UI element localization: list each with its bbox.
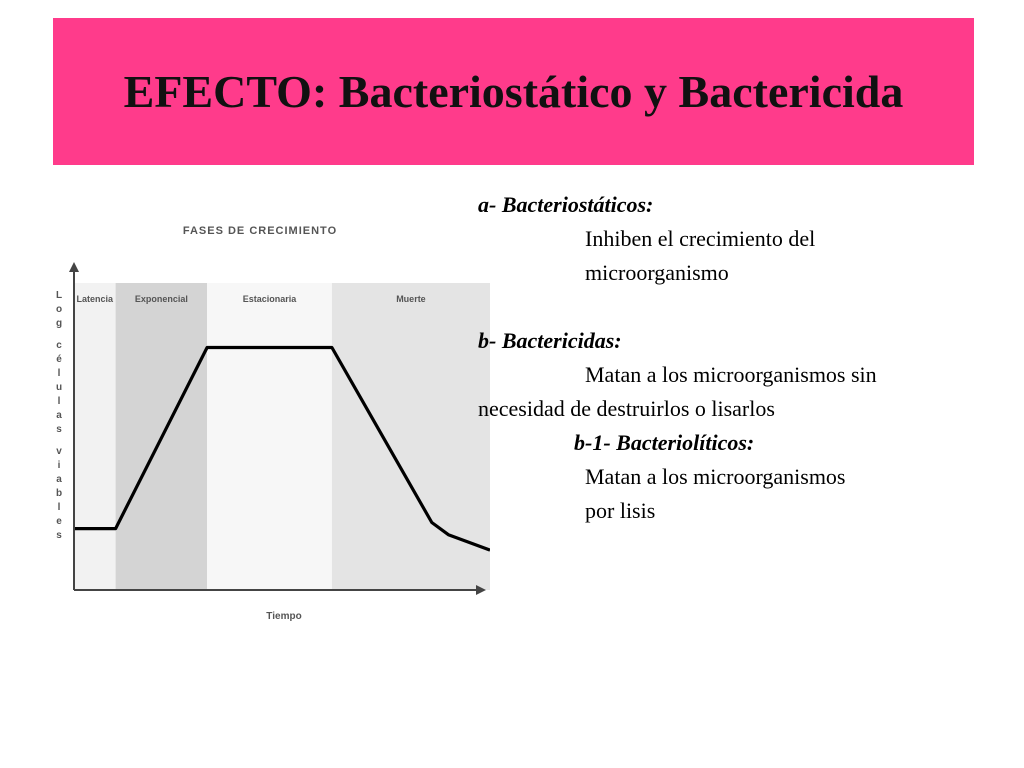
- y-axis-label-char: e: [56, 516, 62, 527]
- phase-bands: [74, 283, 490, 590]
- phase-band-2: [207, 283, 332, 590]
- phase-band-0: [74, 283, 116, 590]
- y-axis-label-char: i: [57, 460, 61, 471]
- y-axis-label-char: o: [55, 304, 63, 315]
- bacteriolíticos-body-line-2: por lisis: [585, 498, 656, 523]
- y-axis-arrow: [69, 262, 79, 272]
- y-axis-label-char: l: [57, 502, 61, 513]
- text-block: [478, 190, 988, 535]
- phase-label-3: Muerte: [396, 294, 426, 304]
- y-axis-label-char: l: [57, 368, 61, 379]
- phase-label-2: Estacionaria: [242, 294, 297, 304]
- y-axis-label-char: g: [55, 318, 63, 329]
- bactericidas-body-line-1: Matan a los microorganismos sin: [585, 362, 877, 387]
- bacteriostaticos-body-line-1: Inhiben el crecimiento del: [585, 226, 816, 251]
- growth-chart-svg: [50, 200, 490, 635]
- y-axis-label-char: u: [55, 382, 63, 393]
- y-axis-label-char: c: [56, 340, 62, 351]
- y-axis-label-char: s: [56, 530, 62, 541]
- y-axis-label-char: a: [56, 410, 62, 421]
- y-axis-label-char: L: [55, 290, 63, 301]
- y-axis-label-char: l: [57, 396, 61, 407]
- y-axis-label: [56, 290, 62, 541]
- phase-band-3: [332, 283, 490, 590]
- title-banner: [53, 18, 974, 165]
- bacteriolíticos-heading: b-1- Bacteriolíticos:: [574, 430, 755, 455]
- slide-title: EFECTO: Bacteriostático y Bactericida: [123, 66, 904, 117]
- growth-chart: [50, 200, 490, 635]
- y-axis-label-char: é: [56, 354, 62, 365]
- phase-label-0: Latencia: [76, 294, 114, 304]
- bactericidas-body-line-2: necesidad de destruirlos o lisarlos: [478, 396, 775, 421]
- bactericidas-heading: b- Bactericidas:: [478, 328, 622, 353]
- chart-title: FASES DE CRECIMIENTO: [182, 225, 338, 237]
- y-axis-label-char: b: [55, 488, 63, 499]
- x-axis-label: Tiempo: [266, 611, 302, 622]
- bacteriolíticos-body-line-1: Matan a los microorganismos: [585, 464, 846, 489]
- phase-label-1: Exponencial: [134, 294, 188, 304]
- y-axis-label-char: s: [56, 424, 62, 435]
- y-axis-label-char: v: [56, 446, 62, 457]
- y-axis-label-char: a: [56, 474, 62, 485]
- bacteriostaticos-heading: a- Bacteriostáticos:: [478, 192, 654, 217]
- bacteriostaticos-body-line-2: microorganismo: [585, 260, 729, 285]
